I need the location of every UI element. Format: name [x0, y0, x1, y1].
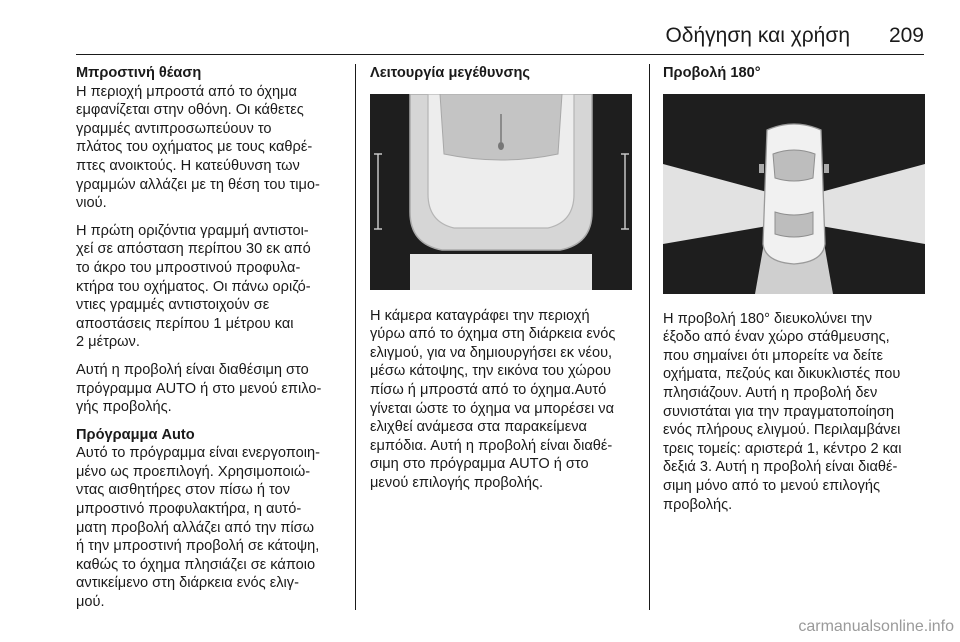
front-view-paragraph-1: Η περιοχή μπροστά από το όχημα εμφανίζεται στην οθόνη. Οι κάθετες γραμμές αντιπροσωπεύουν το πλάτος του οχήματος με τους καθρέ- πτες ανοικτούς. Η κατεύθυνση των γραμμών αλλάζει με τη θέση του τιμο- νιού. [76, 83, 320, 212]
top-view-car-svg [370, 94, 632, 290]
zoom-view-illustration [370, 94, 632, 290]
zoom-mode-paragraph: Η κάμερα καταγράφει την περιοχή γύρω από το όχημα στη διάρκεια ενός ελιγμού, για να δημιουργήσει εκ νέου, μέσω κάτοψης, την εικόνα του χώρου πίσω ή μπροστά από το όχημα.Αυτό γίνεται ώστε το όχημα να μπορέσει να ελιχθεί ανάμεσα στα παρακείμενα εμπόδια. Αυτή η προβολή είναι διαθέ- σιμη στο πρόγραμμα AUTO ή στο μενού επιλογής προβολής. [370, 307, 616, 491]
header-rule [76, 54, 924, 55]
view-180-heading: Προβολή 180° [663, 65, 761, 81]
page-header [0, 0, 960, 58]
column-divider-1 [355, 64, 356, 610]
auto-program-heading: Πρόγραμμα Auto [76, 426, 195, 443]
view-180-paragraph: Η προβολή 180° διευκολύνει την έξοδο από έναν χώρο στάθμευσης, που σημαίνει ότι μπορείτε να δείτε οχήματα, πεζούς και δικυκλιστές που πλησιάζουν. Αυτή η προβολή δεν συνιστάται για την πραγματοποίηση ενός πλήρους ελιγμού. Περιλαμβάνει τρεις τομείς: αριστερά 1, κέντρο 2 και δεξιά 3. Αυτή η προβολή είναι διαθέ- σιμη μόνο από το μενού επιλογής προβολής. [663, 310, 902, 513]
site-watermark: carmanualsonline.info [798, 618, 954, 635]
column-3 [663, 64, 929, 523]
column-divider-2 [649, 64, 650, 610]
zoom-mode-heading: Λειτουργία μεγέθυνσης [370, 65, 530, 81]
view-180-svg [663, 94, 925, 294]
front-view-paragraph-2: Η πρώτη οριζόντια γραμμή αντιστοι- χεί σε απόσταση περίπου 30 εκ από το άκρο του μπροστινού προφυλα- κτήρα του οχήματος. Οι πάνω οριζό- ντιες γραμμές αντιστοιχούν σε αποστάσεις περίπου 1 μέτρου και 2 μέτρων. [76, 222, 311, 351]
page-number: 209 [888, 24, 924, 47]
column-2 [370, 64, 634, 502]
section-title: Οδήγηση και χρήση [665, 24, 850, 47]
front-view-paragraph-3: Αυτή η προβολή είναι διαθέσιμη στο πρόγραμμα AUTO ή στο μενού επιλο- γής προβολής. [76, 361, 322, 416]
auto-program-paragraph: Αυτό το πρόγραμμα είναι ενεργοποιη- μένο ως προεπιλογή. Χρησιμοποιώ- ντας αισθητήρες στον πίσω ή τον μπροστινό προφυλακτήρα, η αυτό- ματη προβολή αλλάζει από την πίσω ή την μπροστινή προβολή σε κάτοψη, καθώς το όχημα πλησιάζει σε κάποιο αντικείμενο στη διάρκεια ενός ελιγ- μού. [76, 445, 321, 611]
view-180-illustration [663, 94, 925, 294]
front-view-heading: Μπροστινή θέαση [76, 65, 202, 81]
column-1 [76, 64, 348, 621]
